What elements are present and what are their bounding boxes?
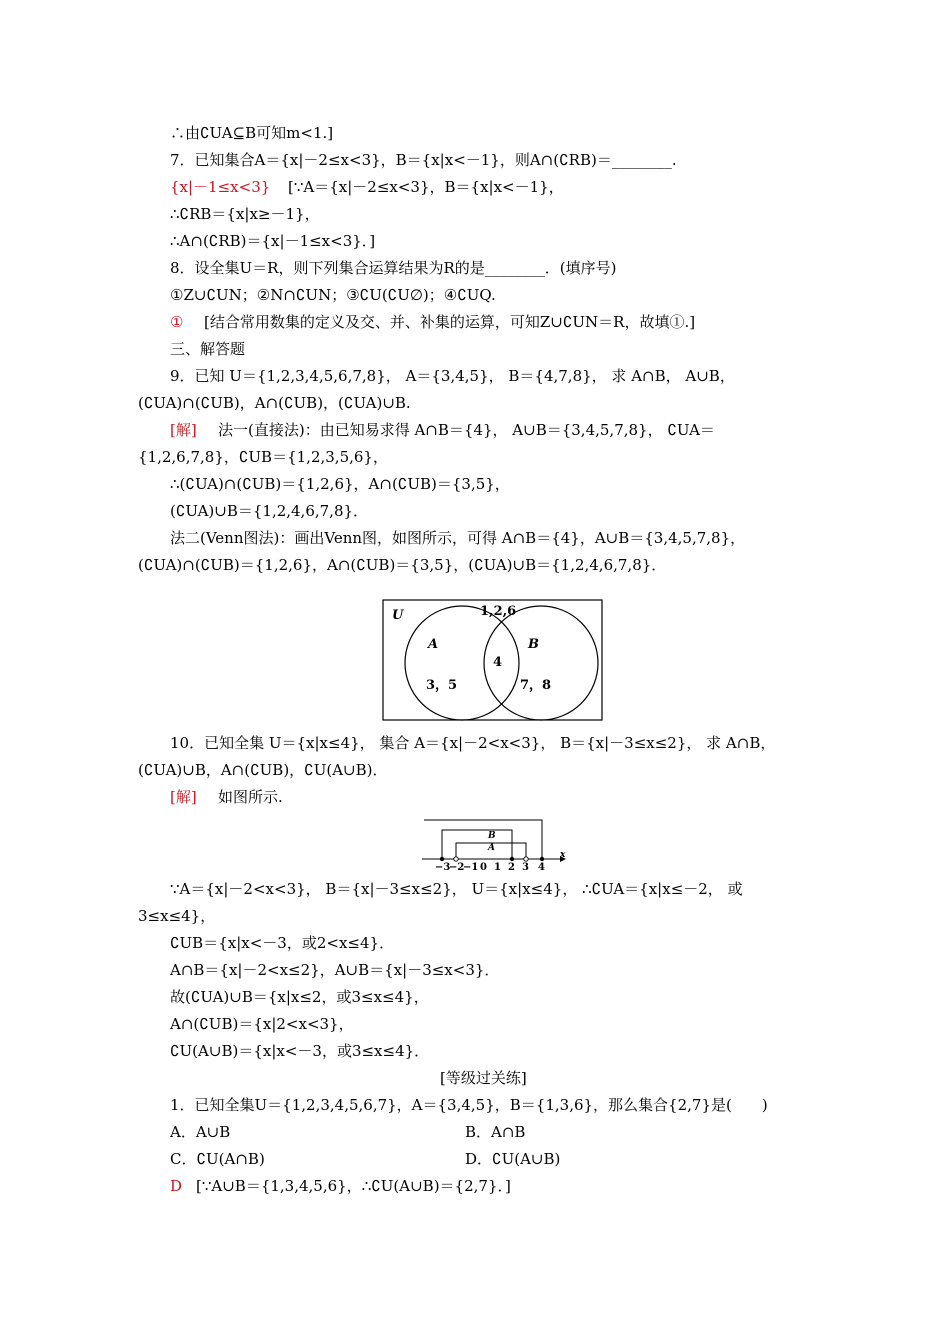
numberline-axis-label: x (560, 850, 566, 860)
text-line-l4: ∴∁RB＝{x|x≥－1}， (170, 205, 320, 223)
text-line-l1: ∴由∁UA⊆B可知m<1.] (170, 124, 334, 142)
text-line-l12b: 法一(直接法)：由已知易求得 A∩B＝{4}， A∪B＝{3,4,5,7,8}， ∁UA＝ (218, 421, 715, 439)
text-line-l28: [等级过关练] (440, 1069, 527, 1087)
number-line-diagram (420, 817, 570, 873)
text-line-l32b: [∵A∪B＝{1,3,4,5,6}，∴∁U(A∪B)＝{2,7}．] (196, 1177, 511, 1195)
text-line-l2: 7．已知集合A＝{x|－2≤x<3}，B＝{x|x<－1}，则A∩(∁RB)＝________. (170, 151, 677, 169)
text-line-l29: 1．已知全集U＝{1,2,3,4,5,6,7}，A＝{3,4,5}，B＝{1,3,6}，那么集合{2,7}是( ) (170, 1096, 768, 1114)
text-line-l18: 10．已知全集 U＝{x|x≤4}， 集合 A＝{x|－2<x<3}， B＝{x|－3≤x≤2}， 求 A∩B， (170, 734, 776, 752)
text-line-l6: 8．设全集U＝R，则下列集合运算结果为R的是________．(填序号) (170, 259, 617, 277)
text-line-l8a: ① (170, 313, 184, 331)
venn-set-b-only: 7，8 (520, 678, 552, 693)
text-line-l13: {1,2,6,7,8}，∁UB＝{1,2,3,5,6}， (138, 448, 388, 466)
text-line-l26: A∩(∁UB)＝{x|2<x<3}， (170, 1015, 354, 1033)
venn-set-a-label: A (428, 637, 439, 652)
text-line-l30a: A．A∪B (170, 1123, 231, 1141)
text-line-l11: (∁UA)∩(∁UB)，A∩(∁UB)，(∁UA)∪B. (138, 394, 411, 412)
text-line-l3b: [∵A＝{x|－2≤x<3}，B＝{x|x<－1}， (288, 178, 564, 196)
text-line-l19: (∁UA)∪B，A∩(∁UB)，∁U(A∪B)． (138, 761, 388, 779)
numberline-tick-label: −1 (463, 862, 479, 873)
text-line-l31b: D．∁U(A∪B) (465, 1150, 561, 1168)
numberline-set-b-bracket (442, 830, 512, 859)
numberline-tick-label: 0 (480, 862, 487, 873)
text-line-l17: (∁UA)∩(∁UB)＝{1,2,6}，A∩(∁UB)＝{3,5}，(∁UA)∪B＝{1,2,4,6,7,8}． (138, 556, 667, 574)
text-line-l20a: [解] (170, 788, 197, 806)
numberline-tick-label: 2 (508, 862, 515, 873)
text-line-l9: 三、解答题 (170, 340, 246, 358)
venn-set-b-label: B (528, 637, 539, 652)
text-line-l21: ∵A＝{x|－2<x<3}， B＝{x|－3≤x≤2}， U＝{x|x≤4}， ∴∁UA＝{x|x≤－2， 或 (170, 880, 743, 898)
venn-universe-label: U (392, 608, 404, 623)
text-line-l20b: 如图所示. (218, 788, 283, 806)
text-line-l5: ∴A∩(∁RB)＝{x|－1≤x<3}．] (170, 232, 376, 250)
text-line-l30b: B．A∩B (465, 1123, 526, 1141)
text-line-l16: 法二(Venn图法)：画出Venn图，如图所示，可得 A∩B＝{4}，A∪B＝{3,4,5,7,8}， (170, 529, 746, 547)
text-line-l10: 9．已知 U＝{1,2,3,4,5,6,7,8}， A＝{3,4,5}， B＝{4,7,8}， 求 A∩B， A∪B， (170, 367, 735, 385)
text-line-l3a: {x|－1≤x<3} (170, 178, 271, 196)
venn-set-a-only: 3，5 (426, 678, 458, 693)
numberline-tick-label: 4 (538, 862, 545, 873)
text-line-l12a: [解] (170, 421, 197, 439)
text-line-l27: ∁U(A∪B)＝{x|x<－3，或3≤x≤4}． (170, 1042, 430, 1060)
numberline-tick-label: −3 (435, 862, 451, 873)
numberline-point-4 (540, 857, 544, 861)
numberline-tick-label: 1 (494, 862, 501, 873)
text-line-l8b: [结合常用数集的定义及交、并、补集的运算，可知Z∪∁UN＝R，故填①.] (204, 313, 696, 331)
numberline-point-3 (524, 857, 528, 861)
venn-intersection: 4 (493, 655, 503, 670)
numberline-tick-label: −2 (449, 862, 465, 873)
numberline-tick-label: 3 (522, 862, 529, 873)
text-line-l25: 故(∁UA)∪B＝{x|x≤2，或3≤x≤4}， (170, 988, 429, 1006)
text-line-l24: A∩B＝{x|－2<x≤2}，A∪B＝{x|－3≤x<3}． (170, 961, 500, 979)
text-line-l7: ①Z∪∁UN；②N∩∁UN；③∁U(∁U∅)；④∁UQ. (170, 286, 496, 304)
text-line-l22: 3≤x≤4}， (138, 907, 216, 925)
text-line-l15: (∁UA)∪B＝{1,2,4,6,7,8}． (170, 502, 369, 520)
numberline-set-a-label: A (488, 843, 495, 853)
numberline-point-neg3 (440, 857, 444, 861)
text-line-l31a: C．∁U(A∩B) (170, 1150, 265, 1168)
numberline-point-neg2 (454, 857, 458, 861)
text-line-l32a: D (170, 1177, 183, 1195)
venn-outside-elements: 1,2,6 (480, 604, 517, 619)
numberline-set-b-label: B (488, 831, 496, 841)
text-line-l14: ∴(∁UA)∩(∁UB)＝{1,2,6}，A∩(∁UB)＝{3,5}， (170, 475, 510, 493)
text-line-l23: ∁UB＝{x|x<－3，或2<x≤4}． (170, 934, 395, 952)
venn-diagram (382, 599, 604, 722)
numberline-point-2 (510, 857, 514, 861)
